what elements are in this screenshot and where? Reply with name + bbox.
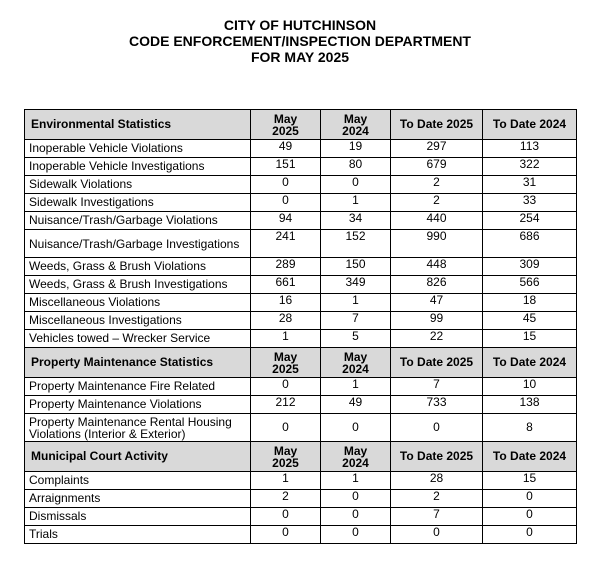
- col-header-may-2025-top: May: [273, 349, 298, 364]
- cell-may-2025: 2: [251, 490, 321, 508]
- cell-to-date-2024: 309: [483, 258, 577, 276]
- table-row: [25, 526, 577, 544]
- row-label: Weeds, Grass & Brush Violations: [25, 258, 251, 276]
- col-header-may-2025-bottom: 2025: [272, 455, 299, 470]
- cell-to-date-2025: 2: [391, 194, 483, 212]
- table-row: [25, 378, 577, 396]
- statistics-table: [24, 109, 577, 544]
- row-label: Property Maintenance Fire Related: [25, 378, 251, 396]
- cell-to-date-2024: 0: [483, 526, 577, 544]
- cell-may-2024: 7: [321, 312, 391, 330]
- cell-to-date-2025: 733: [391, 396, 483, 414]
- cell-may-2025: 0: [251, 378, 321, 396]
- table-row: [25, 258, 577, 276]
- row-label: Sidewalk Investigations: [25, 194, 251, 212]
- col-header-may-2024-top: May: [343, 443, 368, 458]
- cell-may-2024: 80: [321, 158, 391, 176]
- cell-may-2024: 1: [321, 294, 391, 312]
- cell-to-date-2024: 0: [483, 490, 577, 508]
- cell-to-date-2025: 7: [391, 508, 483, 526]
- col-header-may-2024: [321, 110, 391, 140]
- cell-to-date-2024: 15: [483, 330, 577, 348]
- table-row: [25, 194, 577, 212]
- col-header-to-date-2024: To Date 2024: [483, 348, 577, 378]
- section-header-row: [25, 110, 577, 140]
- row-label: Dismissals: [25, 508, 251, 526]
- table-row: [25, 472, 577, 490]
- cell-may-2024: 49: [321, 396, 391, 414]
- table-row: [25, 330, 577, 348]
- col-header-may-2025-bottom: 2025: [272, 361, 299, 376]
- cell-to-date-2025: 826: [391, 276, 483, 294]
- cell-to-date-2025: 22: [391, 330, 483, 348]
- header-department: CODE ENFORCEMENT/INSPECTION DEPARTMENT: [129, 33, 471, 49]
- table-row: [25, 312, 577, 330]
- cell-to-date-2025: 99: [391, 312, 483, 330]
- cell-to-date-2024: 33: [483, 194, 577, 212]
- cell-to-date-2024: 18: [483, 294, 577, 312]
- table-row: [25, 230, 577, 258]
- row-label: Trials: [25, 526, 251, 544]
- table-row: [25, 212, 577, 230]
- cell-may-2024: 5: [321, 330, 391, 348]
- cell-may-2024: 1: [321, 378, 391, 396]
- cell-to-date-2025: 2: [391, 176, 483, 194]
- col-header-may-2025: [251, 110, 321, 140]
- cell-may-2025: 151: [251, 158, 321, 176]
- cell-may-2025: 0: [251, 194, 321, 212]
- cell-may-2025: 212: [251, 396, 321, 414]
- row-label: Sidewalk Violations: [25, 176, 251, 194]
- cell-to-date-2025: 0: [391, 526, 483, 544]
- cell-may-2024: 34: [321, 212, 391, 230]
- cell-to-date-2025: 0: [391, 414, 483, 442]
- col-header-may-2024-top: May: [343, 349, 368, 364]
- row-label: Property Maintenance Violations: [25, 396, 251, 414]
- cell-may-2025: 1: [251, 472, 321, 490]
- cell-to-date-2024: 566: [483, 276, 577, 294]
- col-header-may-2024-bottom: 2024: [342, 455, 369, 470]
- cell-may-2024: 1: [321, 194, 391, 212]
- cell-to-date-2025: 440: [391, 212, 483, 230]
- cell-may-2024: 0: [321, 526, 391, 544]
- cell-may-2024: 152: [321, 230, 391, 258]
- col-header-may-2024: [321, 442, 391, 472]
- cell-may-2024: 1: [321, 472, 391, 490]
- cell-to-date-2024: 45: [483, 312, 577, 330]
- cell-may-2024: 19: [321, 140, 391, 158]
- col-header-to-date-2025: To Date 2025: [391, 442, 483, 472]
- table-row: [25, 276, 577, 294]
- cell-may-2025: 0: [251, 526, 321, 544]
- row-label: Complaints: [25, 472, 251, 490]
- cell-may-2025: 0: [251, 414, 321, 442]
- row-label: Inoperable Vehicle Violations: [25, 140, 251, 158]
- cell-may-2025: 94: [251, 212, 321, 230]
- cell-to-date-2025: 47: [391, 294, 483, 312]
- col-header-to-date-2025: To Date 2025: [391, 348, 483, 378]
- col-header-may-2025: [251, 442, 321, 472]
- col-header-may-2024-bottom: 2024: [342, 361, 369, 376]
- cell-to-date-2024: 138: [483, 396, 577, 414]
- cell-may-2024: 349: [321, 276, 391, 294]
- row-label: Arraignments: [25, 490, 251, 508]
- row-label: Weeds, Grass & Brush Investigations: [25, 276, 251, 294]
- cell-may-2025: 0: [251, 508, 321, 526]
- cell-to-date-2024: 0: [483, 508, 577, 526]
- section-title: Municipal Court Activity: [25, 442, 251, 472]
- cell-to-date-2024: 686: [483, 230, 577, 258]
- table-row: [25, 140, 577, 158]
- col-header-may-2025: [251, 348, 321, 378]
- section-title: Environmental Statistics: [25, 110, 251, 140]
- row-label: Miscellaneous Investigations: [25, 312, 251, 330]
- row-label: Inoperable Vehicle Investigations: [25, 158, 251, 176]
- col-header-may-2025-bottom: 2025: [272, 123, 299, 138]
- cell-may-2024: 0: [321, 176, 391, 194]
- table-row: [25, 176, 577, 194]
- cell-may-2024: 0: [321, 490, 391, 508]
- col-header-to-date-2025: To Date 2025: [391, 110, 483, 140]
- cell-may-2025: 661: [251, 276, 321, 294]
- cell-to-date-2025: 990: [391, 230, 483, 258]
- cell-may-2024: 0: [321, 414, 391, 442]
- section-header-row: [25, 442, 577, 472]
- cell-to-date-2024: 10: [483, 378, 577, 396]
- cell-may-2025: 289: [251, 258, 321, 276]
- col-header-may-2025-top: May: [273, 443, 298, 458]
- cell-may-2025: 16: [251, 294, 321, 312]
- header-city: CITY OF HUTCHINSON: [223, 17, 377, 33]
- cell-to-date-2025: 28: [391, 472, 483, 490]
- header-period: FOR MAY 2025: [250, 49, 350, 65]
- cell-may-2024: 0: [321, 508, 391, 526]
- cell-to-date-2024: 15: [483, 472, 577, 490]
- col-header-may-2024-top: May: [343, 111, 368, 126]
- cell-to-date-2024: 322: [483, 158, 577, 176]
- col-header-may-2024: [321, 348, 391, 378]
- cell-may-2025: 1: [251, 330, 321, 348]
- section-header-row: [25, 348, 577, 378]
- row-label: Property Maintenance Rental Housing Violations (Interior & Exterior): [25, 414, 251, 442]
- cell-may-2024: 150: [321, 258, 391, 276]
- row-label: Nuisance/Trash/Garbage Violations: [25, 212, 251, 230]
- col-header-may-2024-bottom: 2024: [342, 123, 369, 138]
- cell-may-2025: 0: [251, 176, 321, 194]
- row-label: Vehicles towed – Wrecker Service: [25, 330, 251, 348]
- table-row: [25, 490, 577, 508]
- row-label: Miscellaneous Violations: [25, 294, 251, 312]
- col-header-may-2025-top: May: [273, 111, 298, 126]
- table-row: [25, 508, 577, 526]
- report-header: [0, 17, 600, 65]
- section-title: Property Maintenance Statistics: [25, 348, 251, 378]
- cell-may-2025: 241: [251, 230, 321, 258]
- col-header-to-date-2024: To Date 2024: [483, 442, 577, 472]
- cell-to-date-2025: 7: [391, 378, 483, 396]
- cell-to-date-2025: 448: [391, 258, 483, 276]
- table-row: [25, 158, 577, 176]
- cell-to-date-2024: 8: [483, 414, 577, 442]
- cell-to-date-2024: 254: [483, 212, 577, 230]
- cell-to-date-2025: 297: [391, 140, 483, 158]
- col-header-to-date-2024: To Date 2024: [483, 110, 577, 140]
- cell-to-date-2024: 31: [483, 176, 577, 194]
- table-row: [25, 396, 577, 414]
- cell-may-2025: 49: [251, 140, 321, 158]
- row-label: Nuisance/Trash/Garbage Investigations: [25, 230, 251, 258]
- cell-to-date-2024: 113: [483, 140, 577, 158]
- table-row: [25, 414, 577, 442]
- cell-may-2025: 28: [251, 312, 321, 330]
- cell-to-date-2025: 2: [391, 490, 483, 508]
- table-row: [25, 294, 577, 312]
- cell-to-date-2025: 679: [391, 158, 483, 176]
